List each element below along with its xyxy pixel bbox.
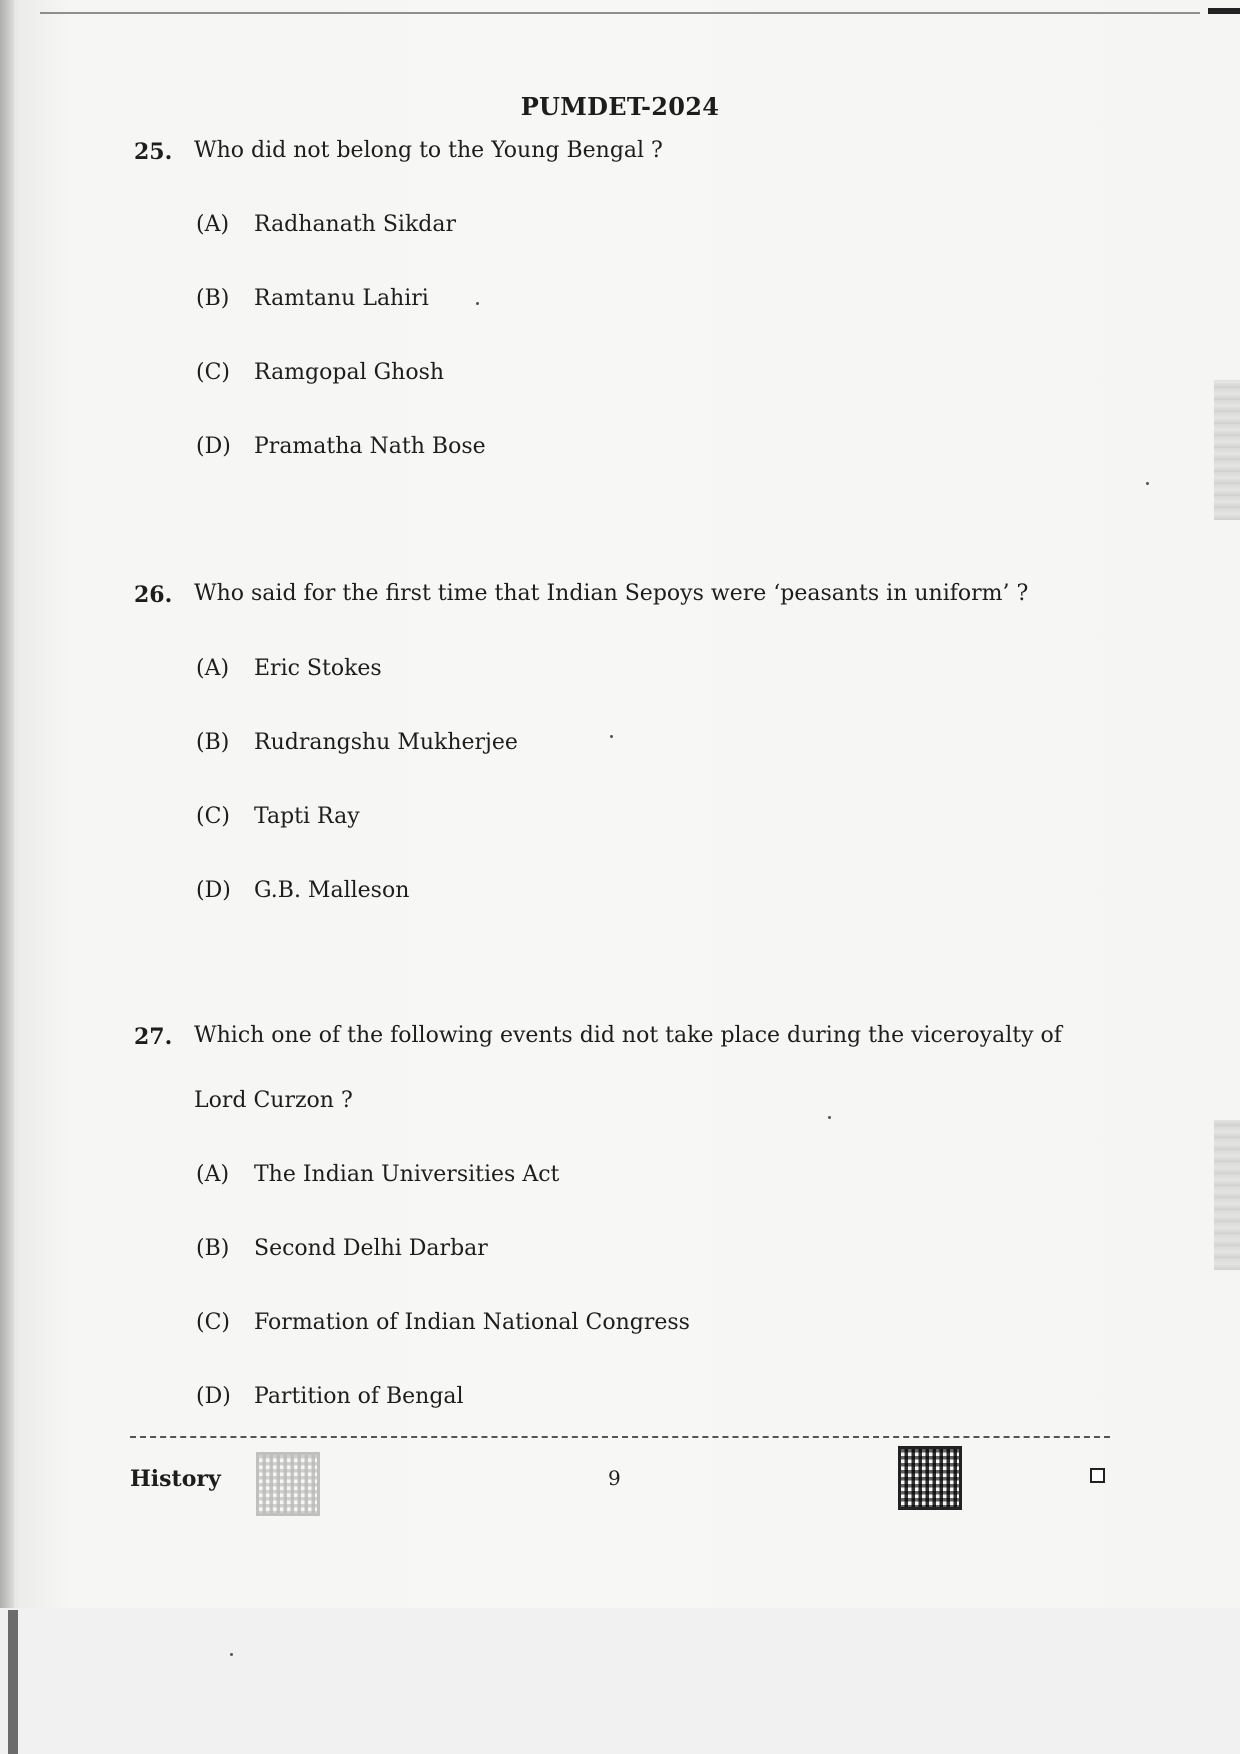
option-letter: (A) [196, 212, 230, 237]
option-text: Partition of Bengal [254, 1384, 464, 1409]
option-a[interactable] [196, 656, 382, 681]
option-d[interactable] [196, 1384, 464, 1409]
question-text: Who said for the first time that Indian Sepoys were ‘peasants in uniform’ ? [194, 581, 1029, 606]
option-text: Radhanath Sikdar [254, 212, 456, 237]
exam-title: PUMDET-2024 [520, 92, 720, 121]
option-letter: (C) [196, 804, 230, 829]
option-letter: (B) [196, 286, 230, 311]
option-d[interactable] [196, 878, 409, 903]
option-b[interactable] [196, 286, 429, 311]
scan-speck [1146, 482, 1149, 485]
scan-speck [476, 302, 479, 305]
square-marker-icon [1090, 1468, 1105, 1483]
top-rule [40, 12, 1200, 14]
option-text: Pramatha Nath Bose [254, 434, 486, 459]
option-c[interactable] [196, 1310, 690, 1335]
option-b[interactable] [196, 1236, 488, 1261]
option-letter: (C) [196, 1310, 230, 1335]
option-text: Ramtanu Lahiri [254, 286, 429, 311]
question-text: Which one of the following events did not take place during the viceroyalty of Lord Curzon ? [194, 1023, 1062, 1113]
option-text: Eric Stokes [254, 656, 382, 681]
option-text: Formation of Indian National Congress [254, 1310, 690, 1335]
footer-divider [130, 1436, 1110, 1438]
question-number: 26. [134, 582, 173, 608]
option-letter: (D) [196, 878, 231, 903]
option-d[interactable] [196, 434, 486, 459]
qr-code-icon [256, 1452, 320, 1516]
question-number: 25. [134, 139, 173, 165]
option-letter: (B) [196, 1236, 230, 1261]
question-text: Who did not belong to the Young Bengal ? [194, 138, 663, 163]
option-a[interactable] [196, 212, 456, 237]
footer-subject: History [130, 1466, 221, 1492]
scan-edge-mark [1214, 1120, 1240, 1270]
option-c[interactable] [196, 360, 444, 385]
option-text: Tapti Ray [254, 804, 360, 829]
scan-speck [610, 735, 613, 738]
scan-bottom-left-bar [8, 1610, 18, 1754]
scan-edge-mark [1214, 380, 1240, 520]
option-letter: (B) [196, 730, 230, 755]
option-letter: (A) [196, 656, 230, 681]
option-text: G.B. Malleson [254, 878, 410, 903]
question-number: 27. [134, 1024, 173, 1050]
option-b[interactable] [196, 730, 518, 755]
option-letter: (C) [196, 360, 230, 385]
scan-left-shadow [0, 0, 14, 1754]
option-text: Second Delhi Darbar [254, 1236, 488, 1261]
scan-speck [230, 1653, 233, 1656]
scan-speck [828, 1116, 831, 1119]
top-corner-mark [1208, 8, 1240, 14]
option-letter: (D) [196, 1384, 231, 1409]
scan-bottom-band [0, 1608, 1240, 1754]
option-letter: (D) [196, 434, 231, 459]
option-c[interactable] [196, 804, 360, 829]
option-text: Rudrangshu Mukherjee [254, 730, 518, 755]
option-a[interactable] [196, 1162, 559, 1187]
option-text: The Indian Universities Act [254, 1162, 560, 1187]
qr-code-icon [898, 1446, 962, 1510]
option-text: Ramgopal Ghosh [254, 360, 445, 385]
option-letter: (A) [196, 1162, 230, 1187]
page-number: 9 [608, 1466, 621, 1490]
